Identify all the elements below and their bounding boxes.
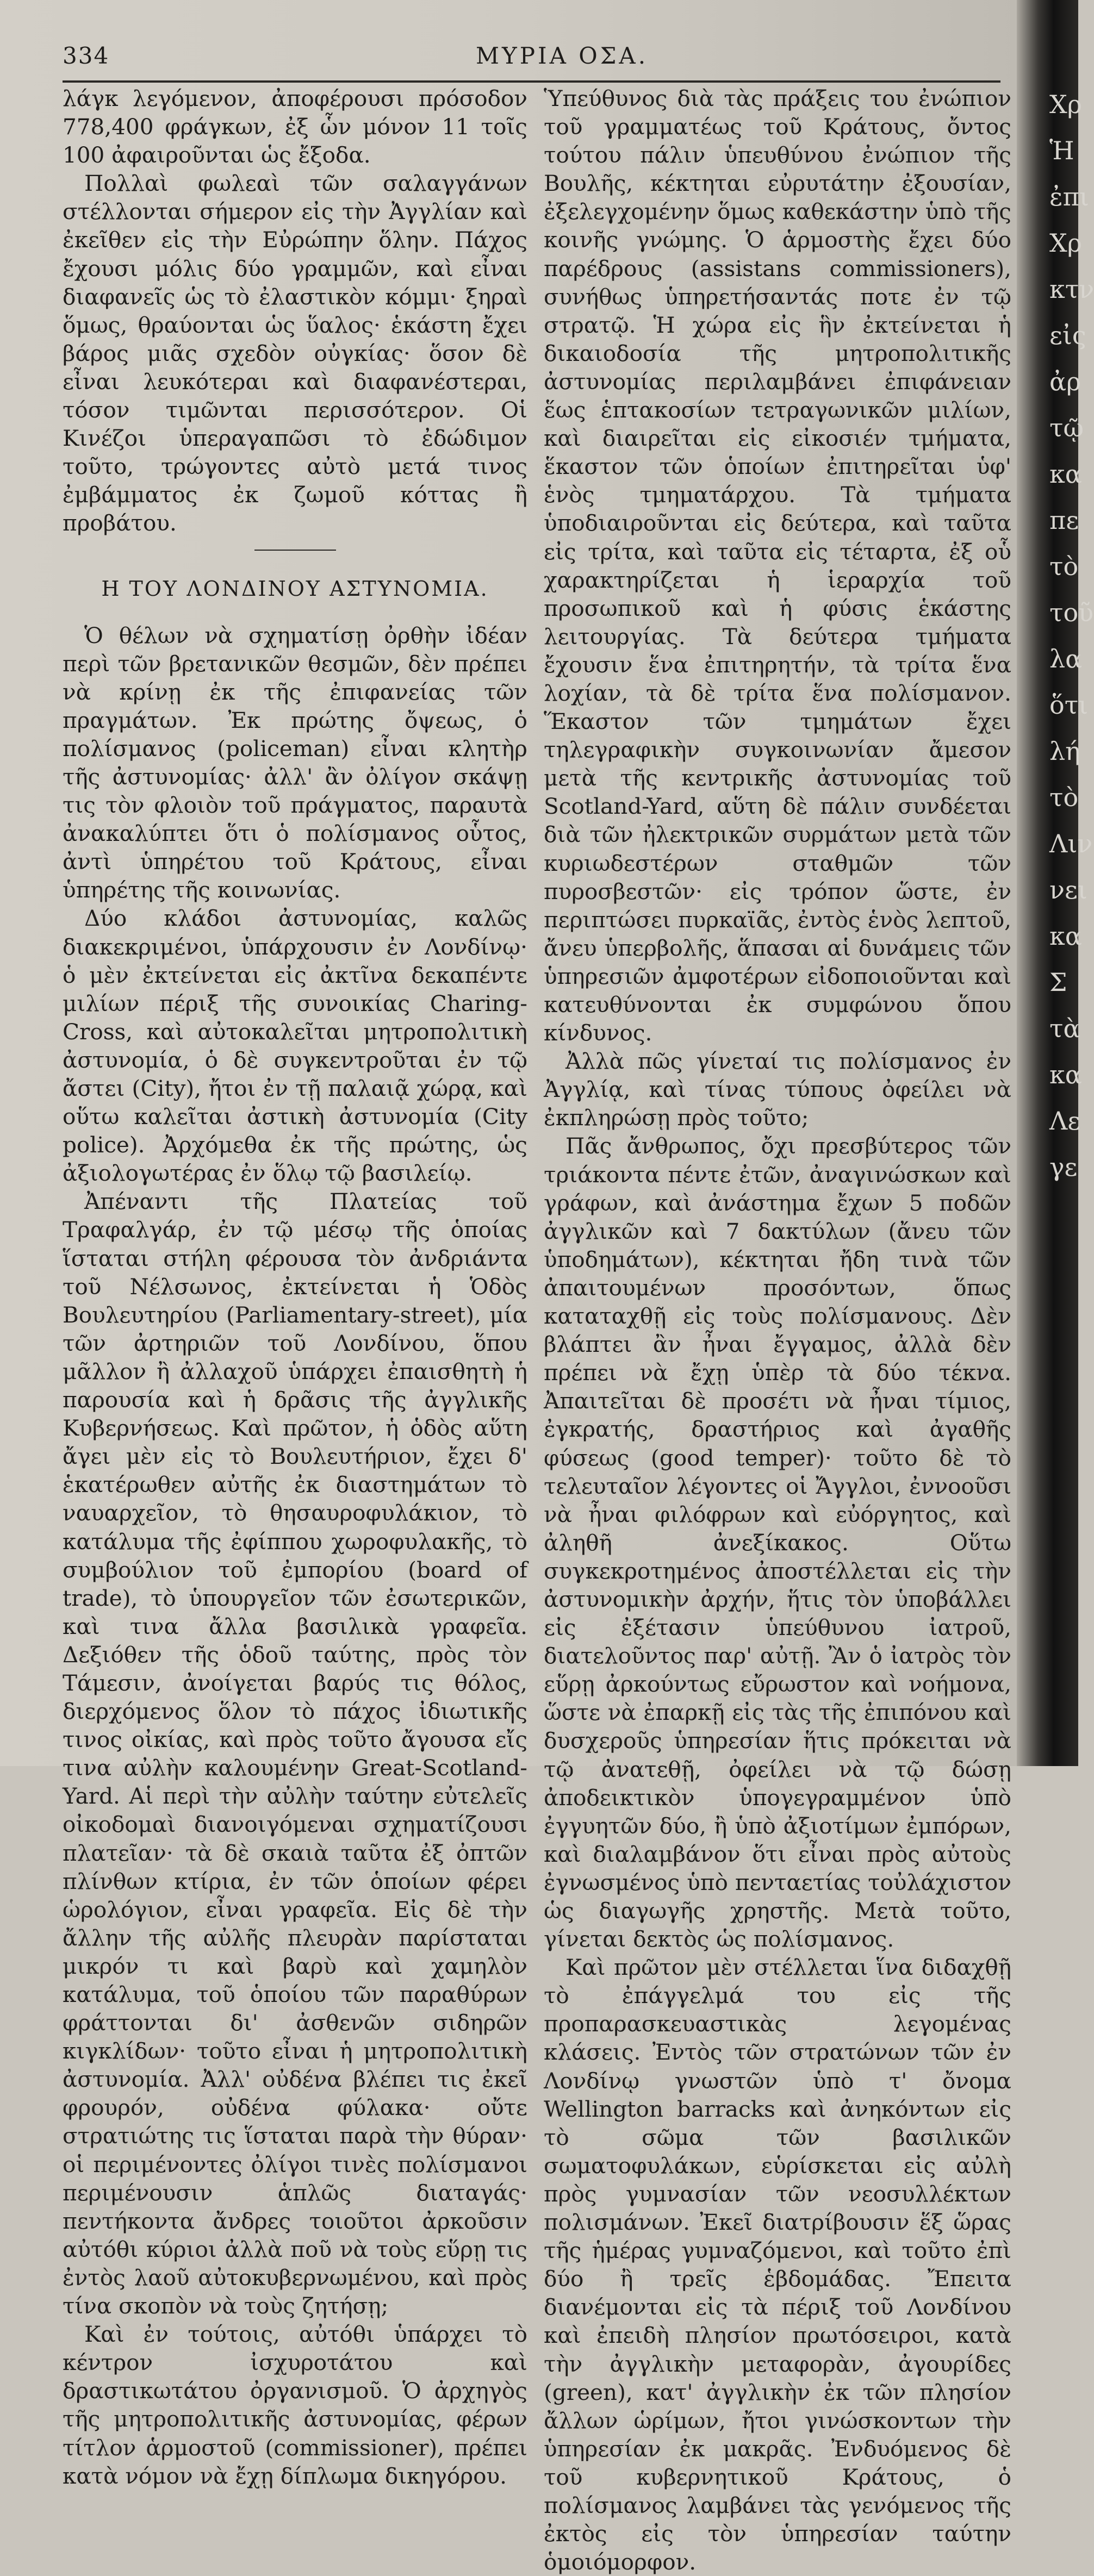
left-column	[63, 84, 527, 2489]
paragraph: Ἀπέναντι τῆς Πλατείας τοῦ Τραφαλγάρ, ἐν τῷ μέσῳ τῆς ὁποίας ἵσταται στήλη φέρουσα τὸν ἀνδριάντα τοῦ Νέλσωνος, ἐκτείνεται ἡ Ὁδὸς Βουλευτηρίου (Parliamentary-street), μία τῶν ἀρτηριῶν τοῦ Λονδίνου, ὅπου μᾶλλον ἢ ἀλλαχοῦ ὑπάρχει ἐπαισθητὴ ἡ παρουσία καὶ ἡ δρᾶσις τῆς ἀγγλικῆς Κυβερνήσεως. Καὶ πρῶτον, ἡ ὁδὸς αὕτη ἄγει μὲν εἰς τὸ Βουλευτήριον, ἔχει δ' ἑκατέρωθεν αὐτῆς ἐκ διαστημάτων τὸ ναυαρχεῖον, τὸ θησαυροφυλάκιον, τὸ κατάλυμα τῆς ἐφίππου χωροφυλακῆς, τὸ συμβούλιον τοῦ ἐμπορίου (board of trade), τὸ ὑπουργεῖον τῶν ἐσωτερικῶν, καὶ τινα ἄλλα βασιλικὰ γραφεῖα. Δεξιόθεν τῆς ὁδοῦ ταύτης, πρὸς τὸν Τάμεσιν, ἀνοίγεται βαρύς τις θόλος, διερχόμενος ὅλον τὸ πάχος ἰδιωτικῆς τινος οἰκίας, καὶ πρὸς τοῦτο ἄγουσα εἴς τινα αὐλὴν καλουμένην Great-Scotland-Yard. Αἱ περὶ τὴν αὐλὴν ταύτην εὐτελεῖς οἰκοδομαὶ διανοιγόμεναι σχηματίζουσι πλατεῖαν· τὰ δὲ σκαιὰ ταῦτα ἐξ ὀπτῶν πλίνθων κτίρια, ἐν τῶν ὁποίων φέρει ὡρολόγιον, εἶναι γραφεῖα. Εἰς δὲ τὴν ἄλλην τῆς αὐλῆς πλευρὰν παρίσταται μικρόν τι καὶ βαρὺ καὶ χαμηλὸν κατάλυμα, τοῦ ὁποίου τῶν παραθύρων φράττονται δι' ἀσθενῶν σιδηρῶν κιγκλίδων· τοῦτο εἶναι ἡ μητροπολιτικὴ ἀστυνομία. Ἀλλ' οὐδένα βλέπει τις ἐκεῖ φρουρόν, οὐδένα φύλακα· οὔτε στρατιώτης τις ἵσταται παρὰ τὴν θύραν· οἱ περιμένοντες ὀλίγοι τινὲς πολίσμανοι περιμένουσιν ἁπλῶς διαταγάς· πεντήκοντα ἄνδρες τοιοῦτοι ἀρκοῦσιν αὐτόθι κύριοι ἀλλὰ ποῦ νὰ τοὺς εὕρῃ τις ἐντὸς λαοῦ αὐτοκυβερνωμένου, καὶ πρὸς τίνα σκοπὸν νὰ τοὺς ζητήσῃ;	[63, 1188, 527, 2319]
paragraph: λάγκ λεγόμενον, ἀποφέρουσι πρόσοδον 778,400 φράγκων, ἐξ ὧν μόνον 11 τοῖς 100 ἀφαιροῦνται ὡς ἔξοδα.	[63, 85, 527, 169]
page-number: 334	[63, 42, 110, 69]
section-title: Η ΤΟΥ ΛΟΝΔΙΝΟΥ ΑΣΤΥΝΟΜΙΑ.	[101, 576, 489, 601]
paragraph: Ὁ θέλων νὰ σχηματίσῃ ὀρθὴν ἰδέαν περὶ τῶν βρετανικῶν θεσμῶν, δὲν πρέπει νὰ κρίνῃ ἐκ τῆς ἐπιφανείας τῶν πραγμάτων. Ἐκ πρώτης ὄψεως, ὁ πολίσμανος (policeman) εἶναι κλητὴρ τῆς ἀστυνομίας· ἀλλ' ἂν ὀλίγον σκάψῃ τις τὸν φλοιὸν τοῦ πράγματος, παραυτὰ ἀνακαλύπτει ὅτι ὁ πολίσμανος οὗτος, ἀντὶ ὑπηρέτου τοῦ Κράτους, εἶναι ὑπηρέτης τῆς κοινωνίας.	[63, 622, 527, 903]
paragraph: Πολλαὶ φωλεαὶ τῶν σαλαγγάνων στέλλονται σήμερον εἰς τὴν Ἀγγλίαν καὶ ἐκεῖθεν εἰς τὴν Εὐρώπην ὅλην. Πάχος ἔχουσι μόλις δύο γραμμῶν, καὶ εἶναι διαφανεῖς ὡς τὸ ἐλαστικὸν κόμμι· ξηραὶ ὅμως, θραύονται ὡς ὕαλος· ἑκάστη ἔχει βάρος μιᾶς σχεδὸν οὐγκίας· ὅσον δὲ εἶναι λευκότεραι καὶ διαφανέστεραι, τόσον τιμῶνται περισσότερον. Οἱ Κινέζοι ὑπεραγαπῶσι τὸ ἐδώδιμον τοῦτο, τρώγοντες αὐτὸ μετά τινος ἐμβάμματος ἐκ ζωμοῦ κόττας ἢ προβάτου.	[63, 170, 527, 537]
paragraph: Καὶ ἐν τούτοις, αὐτόθι ὑπάρχει τὸ κέντρον ἰσχυροτάτου καὶ δραστικωτάτου ὀργανισμοῦ. Ὁ ἀρχηγὸς τῆς μητροπολιτικῆς ἀστυνομίας, φέρων τίτλον ἁρμοστοῦ (commissioner), πρέπει κατὰ νόμον νὰ ἔχῃ δίπλωμα δικηγόρου.	[63, 2321, 527, 2489]
right-column	[544, 84, 1011, 2575]
facing-page-edge: Χρ Ἡ ἐπι Χρ κτν εἰς ἀρ τῷ κα πε τὸ τοῦ λα ὅτι λή τὸ Λιν νει κα Σ τὰ κα Λε γε	[1049, 90, 1094, 1182]
paragraph: Ὑπεύθυνος διὰ τὰς πράξεις του ἐνώπιον τοῦ γραμματέως τοῦ Κράτους, ὄντος τούτου πάλιν ὑπευθύνου ἐνώπιον τῆς Βουλῆς, κέκτηται εὐρυτάτην ἐξουσίαν, ἐξελεγχομένην ὅμως καθεκάστην ὑπὸ τῆς κοινῆς γνώμης. Ὁ ἁρμοστὴς ἔχει δύο παρέδρους (assistans commissioners), συνήθως ὑπηρετήσαντάς ποτε ἐν τῷ στρατῷ. Ἡ χώρα εἰς ἣν ἐκτείνεται ἡ δικαιοδοσία τῆς μητροπολιτικῆς ἀστυνομίας περιλαμβάνει ἐπιφάνειαν ἕως ἑπτακοσίων τετραγωνικῶν μιλίων, καὶ διαιρεῖται εἰς εἰκοσιέν τμήματα, ἕκαστον τῶν ὁποίων ἐπιτηρεῖται ὑφ' ἑνὸς τμηματάρχου. Τὰ τμήματα ὑποδιαιροῦνται εἰς δεύτερα, καὶ ταῦτα εἰς τρίτα, καὶ ταῦτα εἰς τέταρτα, ἐξ οὗ χαρακτηρίζεται ἡ ἱεραρχία τοῦ προσωπικοῦ καὶ ἡ φύσις ἑκάστης λειτουργίας. Τὰ δεύτερα τμήματα ἔχουσιν ἕνα ἐπιτηρητήν, τὰ τρίτα ἕνα λοχίαν, τὰ δὲ τρίτα ἕνα πολίσμανον. Ἕκαστον τῶν τμημάτων ἔχει τηλεγραφικὴν συγκοινωνίαν ἄμεσον μετὰ τῆς κεντρικῆς ἀστυνομίας τοῦ Scotland-Yard, αὕτη δὲ πάλιν συνδέεται διὰ τῶν ἠλεκτρικῶν συρμάτων μετὰ τῶν κυριωδεστέρων σταθμῶν τῶν πυροσβεστῶν· εἰς τρόπον ὥστε, ἐν περιπτώσει πυρκαϊᾶς, ἐντὸς ἑνὸς λεπτοῦ, ἄνευ ὑπερβολῆς, ἅπασαι αἱ δυνάμεις τῶν ὑπηρεσιῶν ἀμφοτέρων εἰδοποιοῦνται καὶ κατευθύνονται ἐκ συμφώνου ὅπου κίνδυνος.	[544, 85, 1011, 1046]
paragraph: Καὶ πρῶτον μὲν στέλλεται ἵνα διδαχθῇ τὸ ἐπάγγελμά του εἰς τῆς προπαρασκευαστικὰς λεγομένας κλάσεις. Ἐντὸς τῶν στρατώνων τῶν ἐν Λονδίνῳ γνωστῶν ὑπὸ τ' ὄνομα Wellington barracks καὶ ἀνηκόντων εἰς τὸ σῶμα τῶν βασιλικῶν σωματοφυλάκων, εὑρίσκεται εἰς αὐλὴ πρὸς γυμνασίαν τῶν νεοσυλλέκτων πολισμάνων. Ἐκεῖ διατρίβουσιν ἕξ ὥρας τῆς ἡμέρας γυμναζόμενοι, καὶ τοῦτο ἐπὶ δύο ἢ τρεῖς ἑβδομάδας. Ἔπειτα διανέμονται εἰς τὰ πέριξ τοῦ Λονδίνου καὶ ἐπειδὴ πλησίον πρωτόσειροι, κατὰ τὴν ἀγγλικὴν μεταφορὰν, ἀγουρίδες (green), κατ' ἀγγλικὴν ἐκ τῶν πλησίον ἄλλων ὡρίμων, ἤτοι γινώσκοντων τὴν ὑπηρεσίαν ἐκ μακρᾶς. Ἐνδυόμενος δὲ τοῦ κυβερνητικοῦ Κράτους, ὁ πολίσμανος λαμβάνει τὰς γενόμενος τῆς ἐκτὸς εἰς τὸν ὑπηρεσίαν ταύτην ὁμοιόμορφον.	[544, 1954, 1011, 2575]
paragraph: Ἀλλὰ πῶς γίνεταί τις πολίσμανος ἐν Ἀγγλίᾳ, καὶ τίνας τύπους ὀφείλει νὰ ἐκπληρώσῃ πρὸς τοῦτο;	[544, 1048, 1011, 1131]
running-title: ΜΥΡΙΑ ΟΣΑ.	[476, 42, 649, 69]
paragraph: Πᾶς ἄνθρωπος, ὄχι πρεσβύτερος τῶν τριάκοντα πέντε ἐτῶν, ἀναγινώσκων καὶ γράφων, καὶ ἀνάστημα ἔχων 5 ποδῶν ἀγγλικῶν καὶ 7 δακτύλων (ἄνευ τῶν ὑποδημάτων), κέκτηται ἤδη τινὰ τῶν ἀπαιτουμένων προσόντων, ὅπως καταταχθῇ εἰς τοὺς πολίσμανους. Δὲν βλάπτει ἂν ἦναι ἔγγαμος, ἀλλὰ δὲν πρέπει νὰ ἔχῃ ὑπὲρ τὰ δύο τέκνα. Ἀπαιτεῖται δὲ προσέτι νὰ ἦναι τίμιος, ἐγκρατής, δραστήριος καὶ ἀγαθῆς φύσεως (good temper)· τοῦτο δὲ τὸ τελευταῖον λέγοντες οἱ Ἄγγλοι, ἐννοοῦσι νὰ ἦναι φιλόφρων καὶ εὐόργητος, καὶ ἀληθῆ ἀνεξίκακος. Οὕτω συγκεκροτημένος ἀποστέλλεται εἰς τὴν ἀστυνομικὴν ἀρχήν, ἥτις τὸν ὑποβάλλει εἰς ἐξέτασιν ὑπεύθυνου ἰατροῦ, διατελοῦντος παρ' αὐτῇ. Ἂν ὁ ἰατρὸς τὸν εὕρῃ ἀρκούντως εὔρωστον καὶ νοήμονα, ὥστε νὰ ἐπαρκῇ εἰς τὰς τῆς ἐπιπόνου καὶ δυσχεροῦς ὑπηρεσίαν ἥτις πρόκειται νὰ τῷ ἀνατεθῇ, ὀφείλει νὰ τῷ δώσῃ ἀποδεικτικὸν ὑπογεγραμμένον ὑπὸ ἐγγυητῶν δύο, ἢ ὑπὸ ἀξιοτίμων ἐμπόρων, καὶ διαλαμβάνον ὅτι εἶναι πρὸς αὐτοὺς ἐγνωσμένος ὑπὸ πενταετίας τοὐλάχιστον ὡς διαγωγῆς χρηστῆς. Μετὰ τοῦτο, γίνεται δεκτὸς ὡς πολίσμανος.	[544, 1133, 1011, 1953]
section-divider	[254, 550, 336, 551]
page-header	[63, 42, 998, 80]
paragraph: Δύο κλάδοι ἀστυνομίας, καλῶς διακεκριμένοι, ὑπάρχουσιν ἐν Λονδίνῳ· ὁ μὲν ἐκτείνεται εἰς ἀκτῖνα δεκαπέντε μιλίων πέριξ τῆς συνοικίας Charing-Cross, καὶ αὐτοκαλεῖται μητροπολιτικὴ ἀστυνομία, ὁ δὲ συγκεντροῦται ἐν τῷ ἄστει (City), ἤτοι ἐν τῇ παλαιᾷ χώρᾳ, καὶ οὕτω καλεῖται ἀστικὴ ἀστυνομία (City police). Ἀρχόμεθα ἐκ τῆς πρώτης, ὡς ἀξιολογωτέρας ἐν ὅλῳ τῷ βασιλείῳ.	[63, 905, 527, 1187]
header-rule	[63, 80, 1000, 83]
